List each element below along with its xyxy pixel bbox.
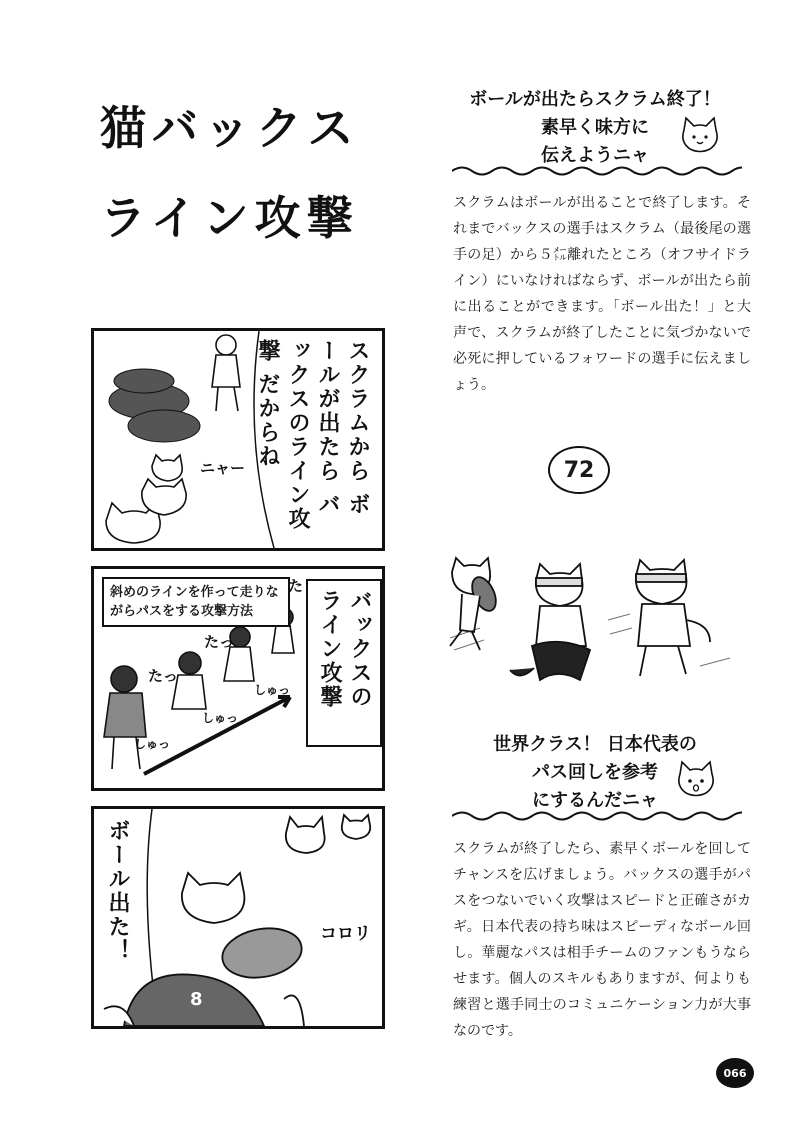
running-cats-illustration <box>440 550 750 710</box>
section1-body: スクラムはボールが出ることで終了します。それまでバックスの選手はスクラム（最後尾の選手の足）から５㍍離れたところ（オフサイドライン）にいなければならず、ボールが出たら前に出ることができます。「ボール出た！」と大声で、スクラムが終了したことに気づかないで必死に押しているフォワードの選手に伝えましょう。 <box>453 195 751 393</box>
cat-face-icon <box>676 116 724 156</box>
sfx-shu: しゅっ <box>202 711 239 725</box>
page-number: 066 <box>716 1058 754 1088</box>
section2-heading-line: にするんだニャ <box>532 790 658 811</box>
panel2-speech: バックスの ライン攻撃 <box>306 579 382 747</box>
sfx-ta: た <box>288 577 304 595</box>
comic-panel-1 <box>91 328 385 551</box>
panel1-speech: スクラムから ボールが出たら バックスのライン攻撃 だからね <box>255 339 370 531</box>
item-number-badge: 72 <box>548 446 610 494</box>
jersey-number: 8 <box>190 989 203 1010</box>
wave-divider <box>452 809 742 823</box>
page-title-line1: 猫バックス <box>100 101 360 155</box>
sfx-nya: ニャー <box>200 459 246 477</box>
section2-heading-line: パス回しを参考 <box>532 762 658 783</box>
sfx-shu: しゅっ <box>254 683 291 697</box>
sfx-korori: コロリ <box>320 924 371 944</box>
page-title-line2: ライン攻撃 <box>100 191 359 245</box>
sfx-ta: たっ <box>204 633 235 651</box>
ball-out-illustration <box>94 809 382 1026</box>
wave-divider <box>452 164 742 178</box>
section1-heading-line: 伝えようニャ <box>541 145 649 166</box>
section2-body: スクラムが終了したら、素早くボールを回してチャンスを広げましょう。バックスの選手がパスをつないでいく攻撃はスピードと正確さがカギ。日本代表の持ち味はスピーディなボール回し。華麗なパスは相手チームのファンもうならせます。個人のスキルもありますが、何よりも練習と選手同士のコミュニケーション力が大事なのです。 <box>453 841 751 1039</box>
panel3-speech: ボール出た！ <box>105 819 130 963</box>
section1-heading-line: 素早く味方に <box>541 117 649 138</box>
comic-panel-2 <box>91 566 385 791</box>
comic-panel-3 <box>91 806 385 1029</box>
panel2-caption: 斜めのラインを作って走りながらパスをする攻撃方法 <box>102 577 290 627</box>
section1-heading-line: ボールが出たらスクラム終了！ <box>469 89 721 110</box>
sfx-shu: しゅっ <box>134 737 171 751</box>
sfx-ta: たっ <box>148 667 179 685</box>
section2-heading-line: 世界クラス！ 日本代表の <box>493 734 697 755</box>
cat-face-icon <box>672 760 720 800</box>
